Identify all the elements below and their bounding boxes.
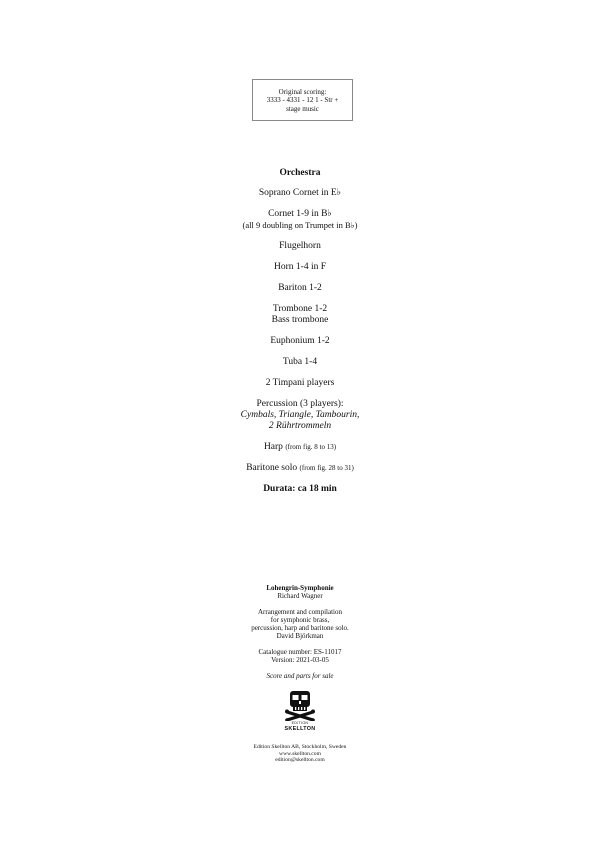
baritone-solo-label: Baritone solo <box>246 463 298 473</box>
percussion-instruments-2: 2 Rührtrommeln <box>268 421 332 431</box>
work-title: Lohengrin-Symphonie <box>266 584 334 592</box>
instrument-cornet <box>0 209 600 231</box>
logo-edition-text: EDITION <box>291 721 309 725</box>
baritone-solo-note: (from fig. 28 to 31) <box>299 464 354 472</box>
instrument-baritone-solo <box>0 463 600 474</box>
publisher-website[interactable]: www.skellton.com <box>279 750 321 757</box>
instrument-soprano-cornet: Soprano Cornet in E♭ <box>258 188 342 198</box>
instrument-tuba: Tuba 1-4 <box>282 357 318 367</box>
cornet-label: Cornet 1-9 in B♭ <box>268 209 332 219</box>
cornet-note: (all 9 doubling on Trumpet in B♭) <box>242 220 358 230</box>
percussion-label: Percussion (3 players): <box>256 399 344 409</box>
instrument-percussion <box>0 399 600 432</box>
trombone-label: Trombone 1-2 <box>272 304 328 314</box>
scoring-numbers: 3333 - 4331 - 12 1 - Str + <box>266 96 339 105</box>
durata: Durata: ca 18 min <box>263 484 337 494</box>
instrument-horn: Horn 1-4 in F <box>274 262 326 272</box>
publisher-address: Edition Skellton AB, Stockholm, Sweden <box>253 744 347 750</box>
catalogue-info <box>0 648 600 664</box>
work-info <box>0 584 600 600</box>
composer: Richard Wagner <box>277 592 323 600</box>
percussion-instruments-1: Cymbals, Triangle, Tambourin, <box>240 410 360 420</box>
scoring-label: Original scoring: <box>278 88 327 96</box>
orchestra-list <box>0 168 600 505</box>
catalogue-number: Catalogue number: ES-11017 <box>258 648 342 656</box>
instrument-flugelhorn: Flugelhorn <box>279 241 321 251</box>
harp-note: (from fig. 8 to 13) <box>285 443 337 451</box>
publisher-email[interactable]: edition@skellton.com <box>275 757 325 764</box>
bass-trombone-label: Bass trombone <box>271 315 329 325</box>
sale-note: Score and parts for sale <box>266 672 334 680</box>
arrangement-line-3: percussion, harp and baritone solo. <box>251 624 349 632</box>
orchestra-title: Orchestra <box>279 168 321 178</box>
instrument-trombone <box>0 304 600 326</box>
arrangement-line-1: Arrangement and compilation <box>258 608 342 616</box>
instrument-euphonium: Euphonium 1-2 <box>270 336 330 346</box>
edition-skellton-logo <box>283 690 317 738</box>
arranger: David Björkman <box>276 632 324 640</box>
skull-crossbones-icon <box>283 690 317 721</box>
arrangement-line-2: for symphonic brass, <box>270 616 330 624</box>
instrument-timpani: 2 Timpani players <box>265 378 335 388</box>
scoring-extra: stage music <box>286 104 319 113</box>
publisher-info <box>0 744 600 764</box>
logo-skellton-text: SKELLTON <box>284 726 316 732</box>
instrument-harp <box>0 442 600 453</box>
harp-label: Harp <box>263 442 283 452</box>
colophon <box>0 584 600 688</box>
version: Version: 2021-03-05 <box>271 656 329 664</box>
instrument-bariton: Bariton 1-2 <box>278 283 322 293</box>
original-scoring-box <box>252 79 353 121</box>
arrangement-info <box>0 608 600 640</box>
